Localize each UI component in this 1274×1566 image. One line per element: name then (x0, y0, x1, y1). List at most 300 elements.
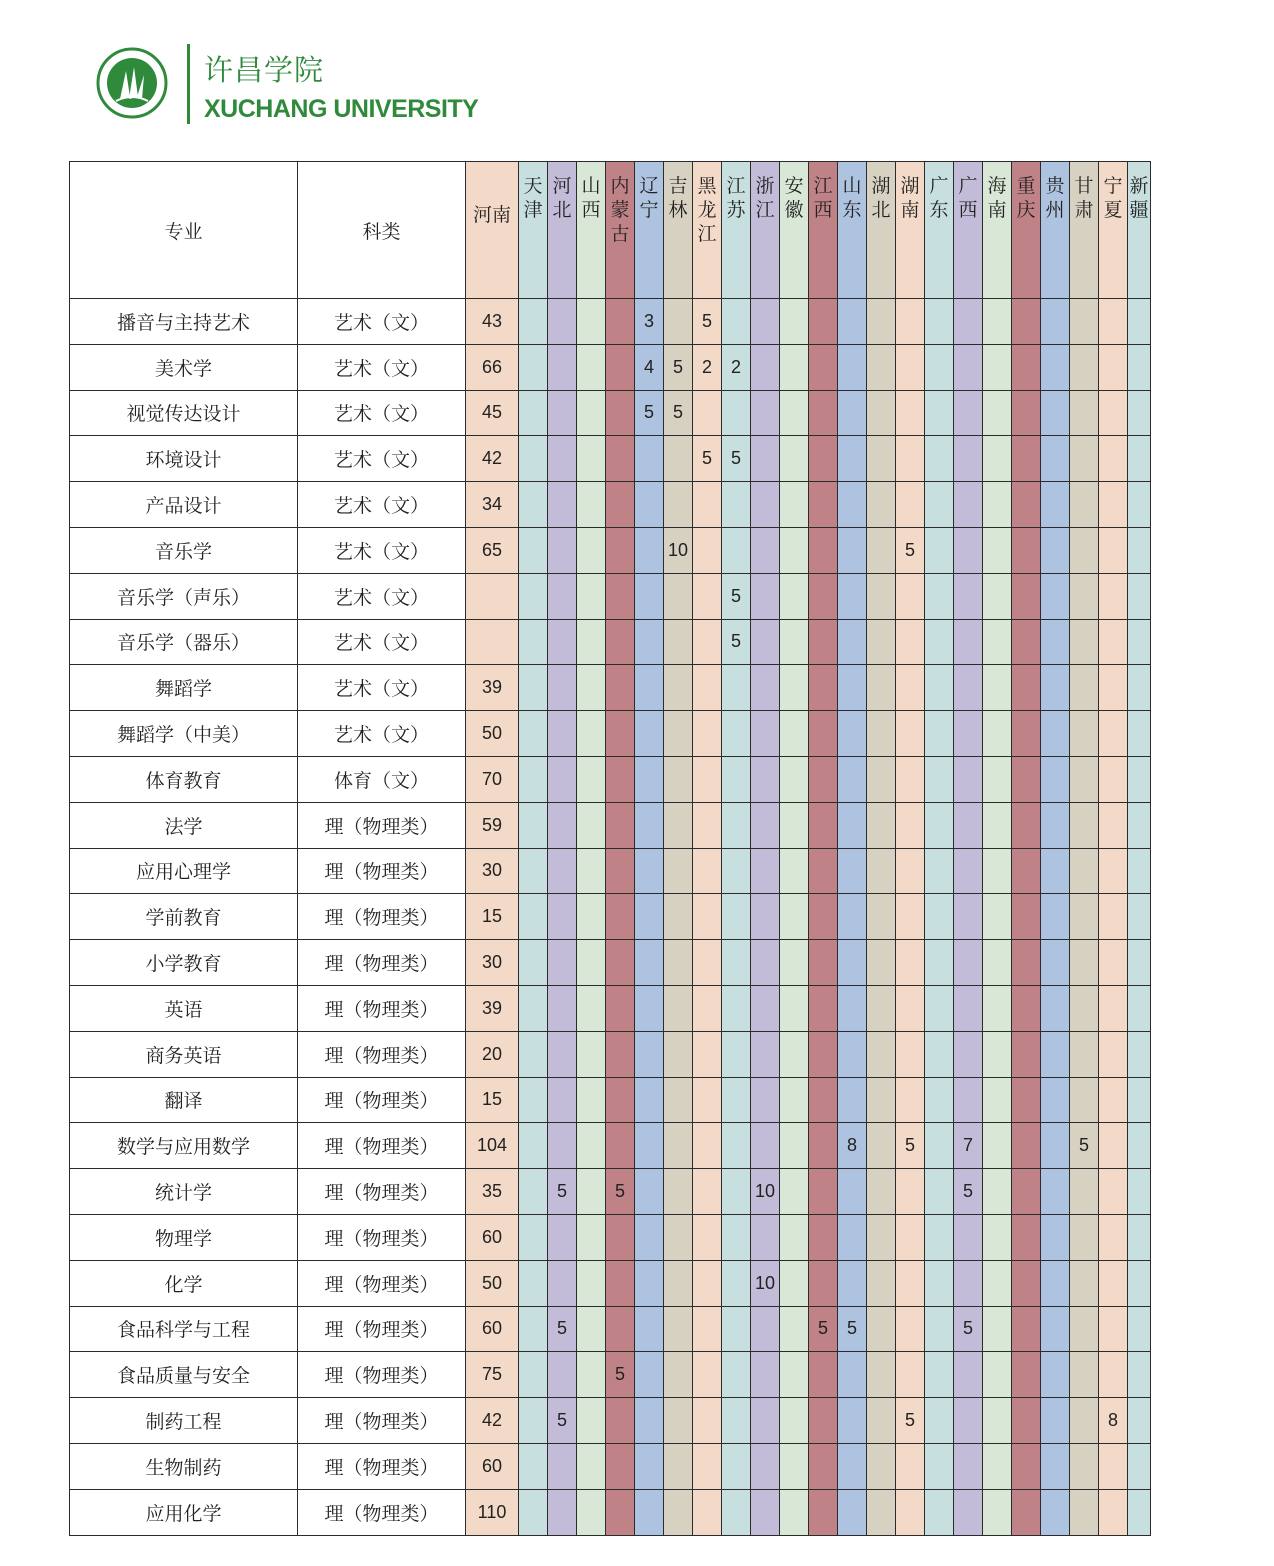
quota-cell (664, 1031, 693, 1077)
quota-cell: 45 (466, 390, 519, 436)
quota-cell (1041, 1443, 1070, 1489)
quota-cell (664, 436, 693, 482)
quota-cell (983, 390, 1012, 436)
quota-cell (751, 802, 780, 848)
quota-cell (519, 1169, 548, 1215)
quota-cell (809, 1169, 838, 1215)
quota-cell (722, 848, 751, 894)
quota-cell (838, 1031, 867, 1077)
quota-cell (548, 573, 577, 619)
quota-cell (1128, 482, 1151, 528)
quota-cell (606, 1260, 635, 1306)
quota-cell (693, 802, 722, 848)
major-cell: 英语 (70, 985, 298, 1031)
quota-cell (577, 1214, 606, 1260)
quota-cell (664, 756, 693, 802)
quota-cell (954, 299, 983, 345)
quota-cell (664, 665, 693, 711)
quota-cell (838, 848, 867, 894)
quota-cell (809, 299, 838, 345)
quota-cell (1099, 573, 1128, 619)
quota-cell (664, 1123, 693, 1169)
quota-cell (838, 573, 867, 619)
quota-cell (664, 940, 693, 986)
quota-cell (925, 436, 954, 482)
quota-cell (606, 1214, 635, 1260)
type-cell: 艺术（文） (298, 344, 466, 390)
major-cell: 音乐学（声乐） (70, 573, 298, 619)
quota-cell (983, 1306, 1012, 1352)
quota-cell (1099, 390, 1128, 436)
major-cell: 视觉传达设计 (70, 390, 298, 436)
quota-cell (1128, 1077, 1151, 1123)
quota-cell (1128, 985, 1151, 1031)
quota-cell (519, 299, 548, 345)
quota-cell (664, 1169, 693, 1215)
quota-cell (925, 1077, 954, 1123)
quota-cell (1128, 1443, 1151, 1489)
quota-cell (838, 894, 867, 940)
quota-cell (1012, 482, 1041, 528)
quota-cell (519, 940, 548, 986)
quota-cell (1070, 802, 1099, 848)
quota-cell (635, 1169, 664, 1215)
quota-cell (925, 1214, 954, 1260)
quota-cell (519, 711, 548, 757)
quota-cell (983, 1443, 1012, 1489)
quota-cell (664, 1077, 693, 1123)
quota-cell (519, 848, 548, 894)
quota-cell (751, 436, 780, 482)
quota-cell (925, 894, 954, 940)
quota-cell (896, 299, 925, 345)
quota-cell (1041, 1260, 1070, 1306)
table-row (70, 711, 1151, 757)
quota-cell (838, 1398, 867, 1444)
quota-cell (1070, 390, 1099, 436)
table-row (70, 1031, 1151, 1077)
quota-cell (983, 756, 1012, 802)
type-cell: 理（物理类） (298, 1214, 466, 1260)
quota-cell (925, 940, 954, 986)
quota-cell (983, 940, 1012, 986)
table-row (70, 1169, 1151, 1215)
quota-cell (577, 1306, 606, 1352)
quota-cell (751, 665, 780, 711)
quota-cell (1070, 756, 1099, 802)
quota-cell (954, 527, 983, 573)
quota-cell (519, 390, 548, 436)
quota-cell (1070, 1352, 1099, 1398)
quota-cell (780, 299, 809, 345)
type-cell: 理（物理类） (298, 1443, 466, 1489)
quota-cell (780, 482, 809, 528)
quota-cell (519, 1260, 548, 1306)
quota-cell: 8 (838, 1123, 867, 1169)
quota-cell (635, 1489, 664, 1535)
quota-cell (751, 1352, 780, 1398)
quota-cell (693, 1443, 722, 1489)
quota-cell (722, 1123, 751, 1169)
province-name: 广西 (958, 175, 978, 221)
quota-cell (1070, 299, 1099, 345)
quota-cell (867, 711, 896, 757)
province-name: 江西 (813, 175, 833, 221)
quota-cell: 5 (693, 436, 722, 482)
quota-cell (577, 573, 606, 619)
quota-cell (867, 756, 896, 802)
quota-cell (519, 1031, 548, 1077)
type-cell: 理（物理类） (298, 1077, 466, 1123)
quota-cell (867, 1169, 896, 1215)
quota-cell (722, 1031, 751, 1077)
province-name: 重庆 (1016, 175, 1036, 221)
quota-cell (954, 436, 983, 482)
quota-cell (606, 1489, 635, 1535)
quota-cell (606, 299, 635, 345)
quota-cell (896, 1031, 925, 1077)
quota-cell (896, 1214, 925, 1260)
quota-cell (1070, 1169, 1099, 1215)
quota-cell: 50 (466, 711, 519, 757)
quota-cell (1099, 482, 1128, 528)
quota-cell (606, 1031, 635, 1077)
quota-cell (577, 756, 606, 802)
quota-cell (548, 299, 577, 345)
quota-cell (838, 665, 867, 711)
quota-cell (896, 756, 925, 802)
quota-cell (809, 756, 838, 802)
quota-cell (577, 1398, 606, 1444)
header-province (635, 162, 664, 299)
quota-cell: 3 (635, 299, 664, 345)
quota-cell (1070, 436, 1099, 482)
quota-cell (1128, 1352, 1151, 1398)
header-province (838, 162, 867, 299)
quota-cell (896, 940, 925, 986)
quota-cell (954, 711, 983, 757)
quota-cell (1012, 985, 1041, 1031)
quota-cell: 75 (466, 1352, 519, 1398)
quota-cell (1099, 894, 1128, 940)
quota-cell (577, 1352, 606, 1398)
quota-cell (954, 1214, 983, 1260)
quota-cell (983, 344, 1012, 390)
quota-cell (1012, 1123, 1041, 1169)
province-name: 吉林 (668, 175, 688, 221)
header-province (466, 162, 519, 299)
quota-cell (983, 299, 1012, 345)
quota-cell: 5 (606, 1169, 635, 1215)
quota-cell (664, 1398, 693, 1444)
quota-cell (664, 299, 693, 345)
quota-cell (1099, 1489, 1128, 1535)
quota-cell (809, 802, 838, 848)
quota-cell (1099, 344, 1128, 390)
quota-cell (664, 1214, 693, 1260)
quota-cell (1041, 344, 1070, 390)
quota-cell (519, 1443, 548, 1489)
major-cell: 物理学 (70, 1214, 298, 1260)
quota-cell (751, 482, 780, 528)
quota-cell: 30 (466, 940, 519, 986)
quota-cell (519, 436, 548, 482)
quota-cell (983, 1214, 1012, 1260)
quota-cell (1012, 1443, 1041, 1489)
quota-cell (983, 665, 1012, 711)
quota-cell (693, 1123, 722, 1169)
header-province (577, 162, 606, 299)
header-province (751, 162, 780, 299)
quota-cell (693, 1489, 722, 1535)
quota-cell (606, 894, 635, 940)
type-cell: 艺术（文） (298, 665, 466, 711)
quota-cell (722, 1489, 751, 1535)
quota-cell: 5 (635, 390, 664, 436)
quota-cell (635, 985, 664, 1031)
quota-cell (809, 1123, 838, 1169)
table-row (70, 1489, 1151, 1535)
quota-cell (954, 573, 983, 619)
quota-cell (751, 573, 780, 619)
quota-cell (838, 1214, 867, 1260)
quota-cell: 42 (466, 436, 519, 482)
quota-cell (1128, 344, 1151, 390)
quota-cell (867, 482, 896, 528)
quota-cell (664, 802, 693, 848)
quota-cell (1070, 1398, 1099, 1444)
quota-cell (896, 1169, 925, 1215)
header-province (664, 162, 693, 299)
table-row (70, 619, 1151, 665)
quota-cell (867, 1260, 896, 1306)
quota-cell (809, 1352, 838, 1398)
quota-cell (809, 1443, 838, 1489)
quota-cell (693, 619, 722, 665)
quota-cell (635, 1352, 664, 1398)
quota-cell (983, 1489, 1012, 1535)
quota-cell (751, 1214, 780, 1260)
quota-cell (722, 1443, 751, 1489)
quota-cell (925, 665, 954, 711)
quota-cell (751, 756, 780, 802)
header-province (1041, 162, 1070, 299)
quota-cell (606, 711, 635, 757)
quota-cell (1070, 848, 1099, 894)
major-cell: 音乐学 (70, 527, 298, 573)
table-row (70, 1214, 1151, 1260)
quota-cell (780, 894, 809, 940)
university-name-en: XUCHANG UNIVERSITY (204, 95, 479, 123)
quota-cell (1099, 1214, 1128, 1260)
quota-cell (1099, 711, 1128, 757)
quota-cell (954, 1443, 983, 1489)
quota-cell (693, 1352, 722, 1398)
quota-cell (1012, 1352, 1041, 1398)
header-province (1099, 162, 1128, 299)
quota-cell (983, 1352, 1012, 1398)
quota-cell (548, 390, 577, 436)
quota-cell (577, 1443, 606, 1489)
quota-cell (1099, 1443, 1128, 1489)
quota-cell (548, 1352, 577, 1398)
quota-cell (1099, 848, 1128, 894)
quota-cell (722, 1214, 751, 1260)
quota-cell (925, 756, 954, 802)
quota-cell (1128, 573, 1151, 619)
quota-cell (606, 940, 635, 986)
quota-cell (867, 1306, 896, 1352)
quota-cell (693, 1398, 722, 1444)
major-cell: 播音与主持艺术 (70, 299, 298, 345)
quota-cell (925, 527, 954, 573)
table-row (70, 665, 1151, 711)
quota-cell (1070, 619, 1099, 665)
quota-cell (751, 527, 780, 573)
quota-cell (838, 482, 867, 528)
quota-cell (925, 1489, 954, 1535)
quota-cell: 7 (954, 1123, 983, 1169)
quota-cell (751, 1123, 780, 1169)
quota-cell (1012, 756, 1041, 802)
quota-cell (896, 436, 925, 482)
quota-cell (693, 848, 722, 894)
quota-cell (1041, 894, 1070, 940)
enrollment-plan-table (69, 161, 1151, 1536)
quota-cell (693, 1031, 722, 1077)
quota-cell (548, 756, 577, 802)
quota-cell (1128, 894, 1151, 940)
quota-cell (1041, 482, 1070, 528)
quota-cell (809, 985, 838, 1031)
table-row (70, 1077, 1151, 1123)
quota-cell (693, 1214, 722, 1260)
quota-cell (577, 527, 606, 573)
quota-cell: 5 (809, 1306, 838, 1352)
quota-cell (780, 1123, 809, 1169)
quota-cell (664, 711, 693, 757)
quota-cell: 35 (466, 1169, 519, 1215)
quota-cell (896, 1306, 925, 1352)
quota-cell (867, 619, 896, 665)
quota-cell (693, 665, 722, 711)
quota-cell (809, 344, 838, 390)
quota-cell: 39 (466, 665, 519, 711)
type-cell: 艺术（文） (298, 390, 466, 436)
quota-cell (548, 802, 577, 848)
quota-cell: 4 (635, 344, 664, 390)
quota-cell (519, 1077, 548, 1123)
table-row (70, 299, 1151, 345)
major-cell: 学前教育 (70, 894, 298, 940)
quota-cell (1070, 573, 1099, 619)
quota-cell (693, 482, 722, 528)
quota-cell (693, 756, 722, 802)
quota-cell (1012, 1077, 1041, 1123)
quota-cell (983, 802, 1012, 848)
quota-cell (1128, 1489, 1151, 1535)
table-row (70, 527, 1151, 573)
quota-cell (809, 848, 838, 894)
quota-cell (867, 344, 896, 390)
quota-cell (780, 848, 809, 894)
province-name: 河南 (472, 204, 511, 226)
header-province (1012, 162, 1041, 299)
quota-cell (954, 390, 983, 436)
major-cell: 环境设计 (70, 436, 298, 482)
quota-cell (519, 1214, 548, 1260)
quota-cell (548, 665, 577, 711)
quota-cell (1041, 848, 1070, 894)
quota-cell (867, 1077, 896, 1123)
quota-cell (751, 940, 780, 986)
quota-cell (519, 619, 548, 665)
province-name: 山西 (581, 175, 601, 221)
major-cell: 美术学 (70, 344, 298, 390)
quota-cell (925, 1352, 954, 1398)
quota-cell (635, 711, 664, 757)
quota-cell (780, 665, 809, 711)
type-cell: 理（物理类） (298, 1489, 466, 1535)
quota-cell (751, 985, 780, 1031)
quota-cell (1041, 985, 1070, 1031)
province-name: 安徽 (784, 175, 804, 221)
quota-cell (1041, 1169, 1070, 1215)
quota-cell (809, 1398, 838, 1444)
quota-cell (780, 573, 809, 619)
table-row (70, 436, 1151, 482)
quota-cell (780, 940, 809, 986)
quota-cell: 5 (896, 1398, 925, 1444)
table-body (70, 299, 1151, 1536)
quota-cell (577, 711, 606, 757)
header-province (780, 162, 809, 299)
quota-cell (577, 482, 606, 528)
quota-cell (635, 1443, 664, 1489)
quota-cell (1041, 1123, 1070, 1169)
header-province (954, 162, 983, 299)
quota-cell (925, 344, 954, 390)
quota-cell (983, 436, 1012, 482)
quota-cell (548, 527, 577, 573)
type-cell: 理（物理类） (298, 1031, 466, 1077)
quota-cell (780, 344, 809, 390)
quota-cell (519, 482, 548, 528)
quota-cell (722, 665, 751, 711)
quota-cell (722, 1352, 751, 1398)
quota-cell (722, 1260, 751, 1306)
quota-cell (780, 436, 809, 482)
quota-cell (1012, 573, 1041, 619)
province-name: 海南 (987, 175, 1007, 221)
quota-cell (1070, 1031, 1099, 1077)
quota-cell (1041, 802, 1070, 848)
quota-cell (896, 665, 925, 711)
quota-cell (925, 1169, 954, 1215)
quota-cell (519, 985, 548, 1031)
province-name: 湖南 (900, 175, 920, 221)
table-row (70, 390, 1151, 436)
quota-cell (954, 894, 983, 940)
quota-cell (1099, 436, 1128, 482)
quota-cell (1128, 299, 1151, 345)
quota-cell (722, 985, 751, 1031)
province-name: 江苏 (726, 175, 746, 221)
quota-cell (548, 482, 577, 528)
header-province (606, 162, 635, 299)
quota-cell: 70 (466, 756, 519, 802)
major-cell: 翻译 (70, 1077, 298, 1123)
